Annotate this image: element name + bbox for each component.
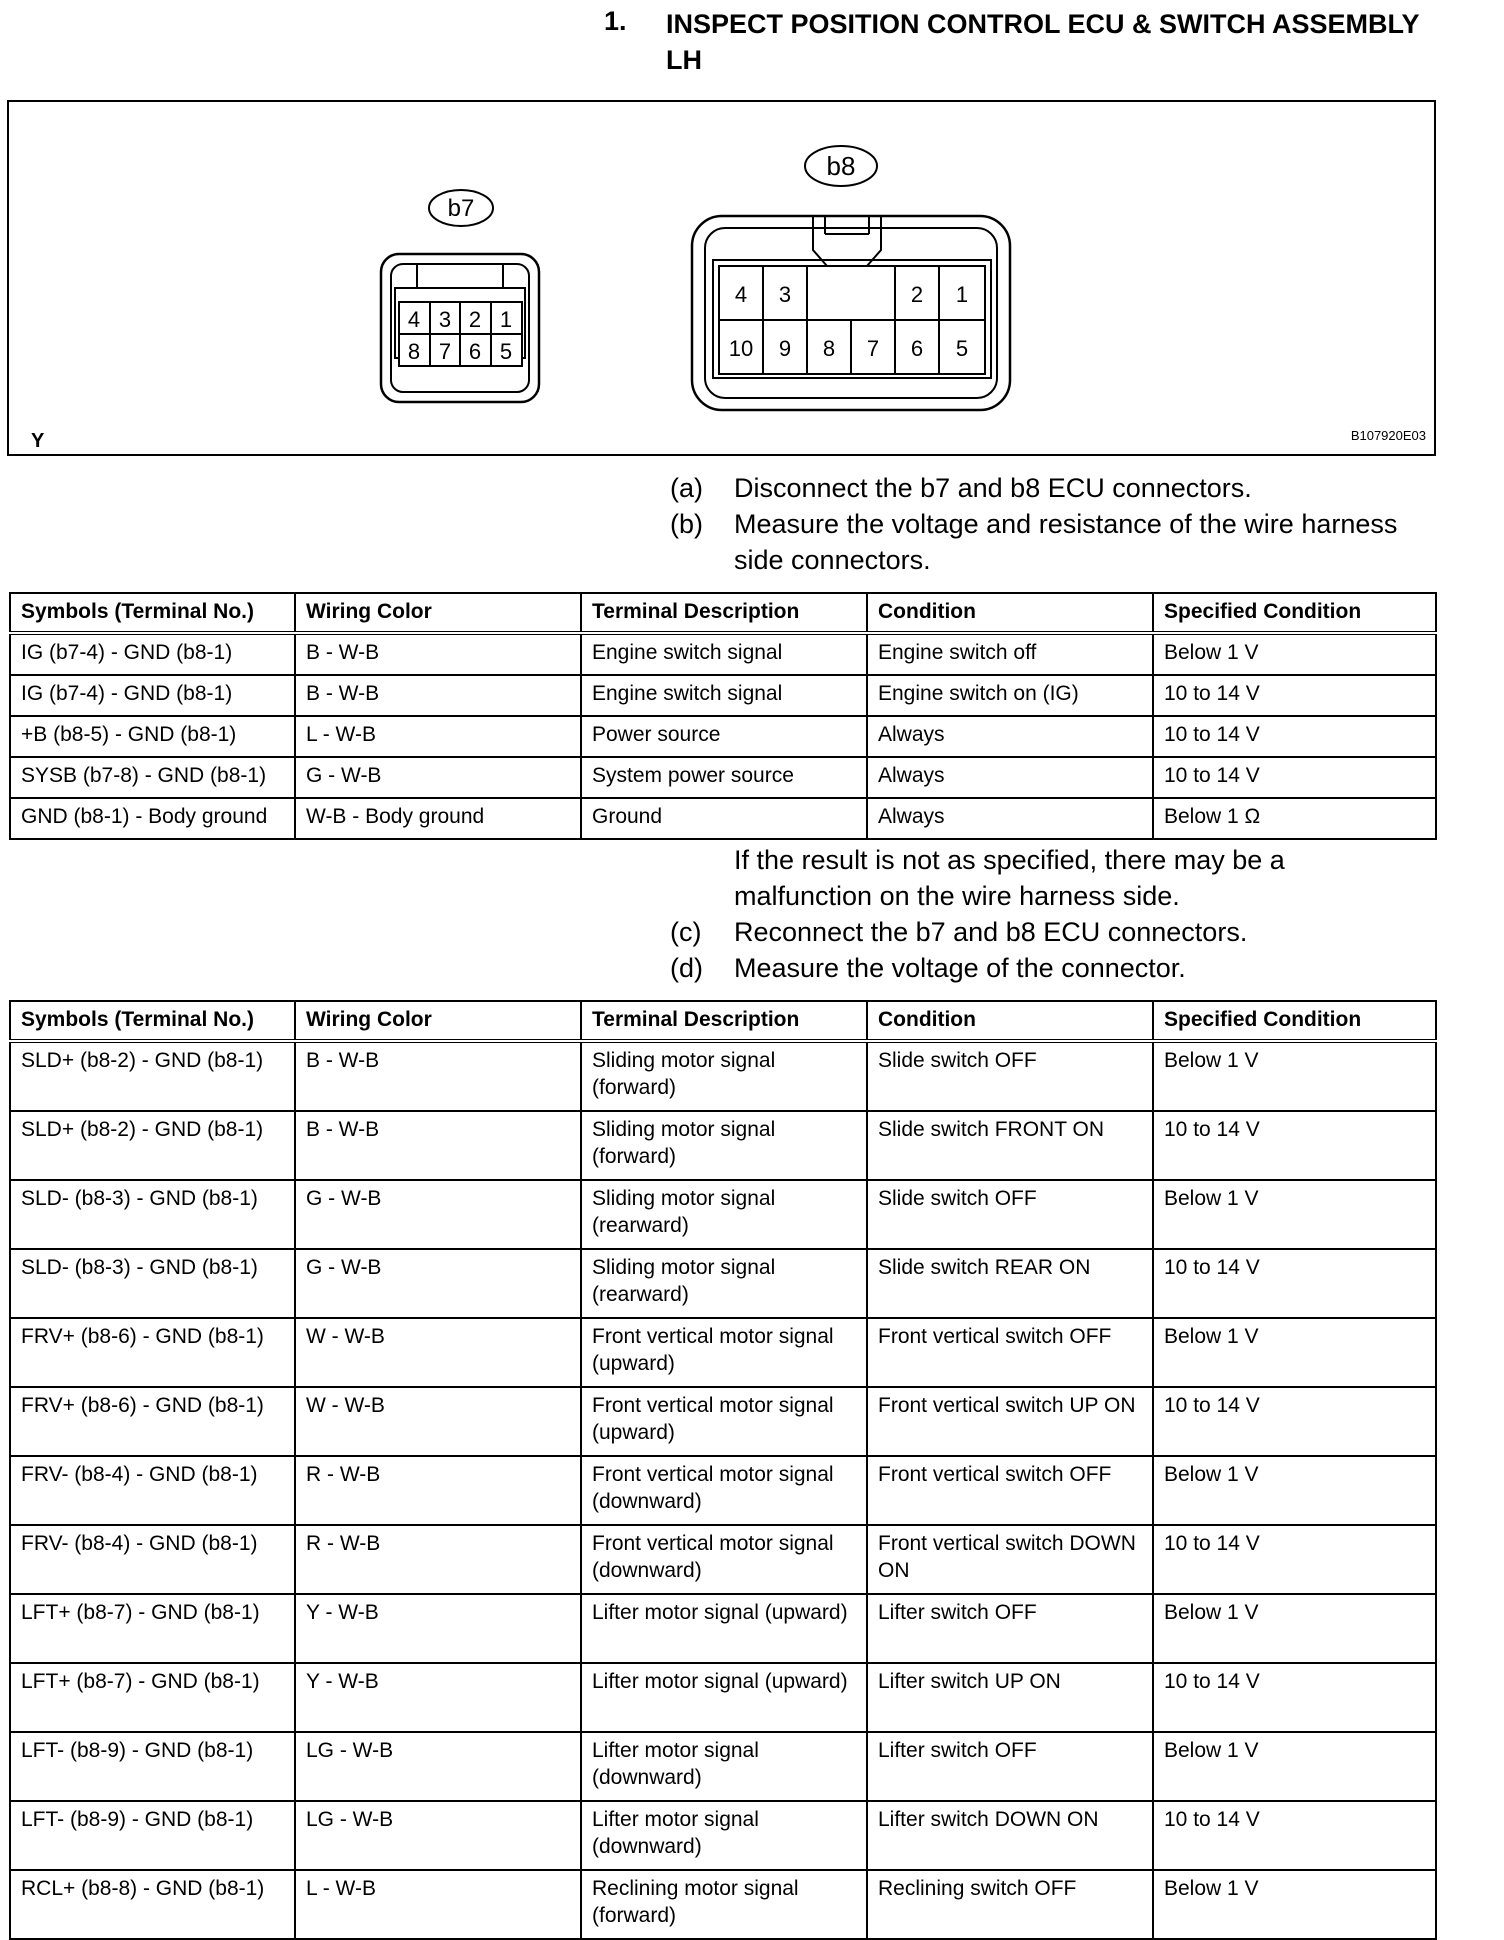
table-cell: W - W-B bbox=[295, 1318, 581, 1387]
b7-pin: 2 bbox=[468, 307, 482, 332]
step-text: Measure the voltage and resistance of the wire harness side connectors. bbox=[734, 509, 1398, 575]
table-row bbox=[10, 1180, 1436, 1249]
table-cell: Lifter motor signal (upward) bbox=[581, 1594, 867, 1663]
table-cell: 10 to 14 V bbox=[1153, 1663, 1436, 1732]
table-cell: Ground bbox=[581, 798, 867, 839]
table-cell: Slide switch REAR ON bbox=[867, 1249, 1153, 1318]
table-cell: 10 to 14 V bbox=[1153, 716, 1436, 757]
connector-b7-label: b7 bbox=[447, 195, 475, 222]
figure-corner-label: Y bbox=[31, 430, 45, 452]
step-text: Disconnect the b7 and b8 ECU connectors. bbox=[734, 473, 1252, 503]
table-cell: L - W-B bbox=[295, 716, 581, 757]
connector-voltage-table bbox=[9, 1000, 1437, 1940]
table-cell: SLD+ (b8-2) - GND (b8-1) bbox=[10, 1041, 295, 1111]
table-row bbox=[10, 1387, 1436, 1456]
header-cell: Wiring Color bbox=[295, 1001, 581, 1041]
table-cell: Below 1 V bbox=[1153, 1732, 1436, 1801]
table-cell: Lifter motor signal (downward) bbox=[581, 1732, 867, 1801]
table-cell: +B (b8-5) - GND (b8-1) bbox=[10, 716, 295, 757]
table-cell: Slide switch FRONT ON bbox=[867, 1111, 1153, 1180]
table-cell: R - W-B bbox=[295, 1525, 581, 1594]
header-cell: Symbols (Terminal No.) bbox=[10, 593, 295, 633]
table-cell: Reclining switch OFF bbox=[867, 1870, 1153, 1939]
table-cell: Always bbox=[867, 757, 1153, 798]
table-cell: G - W-B bbox=[295, 1180, 581, 1249]
b8-pin: 8 bbox=[822, 336, 836, 361]
table-cell: Front vertical motor signal (downward) bbox=[581, 1525, 867, 1594]
connector-diagram bbox=[9, 102, 1434, 454]
table-row bbox=[10, 716, 1436, 757]
table-cell: Y - W-B bbox=[295, 1663, 581, 1732]
table-cell: Y - W-B bbox=[295, 1594, 581, 1663]
table-row bbox=[10, 1111, 1436, 1180]
table-row bbox=[10, 1249, 1436, 1318]
table-row bbox=[10, 1456, 1436, 1525]
connector-figure bbox=[7, 100, 1436, 456]
table-row bbox=[10, 675, 1436, 716]
b8-pin: 1 bbox=[955, 282, 969, 307]
connector-b8 bbox=[692, 146, 1010, 410]
connector-b8-latch bbox=[813, 216, 881, 266]
table-cell: Front vertical switch OFF bbox=[867, 1456, 1153, 1525]
step-label: (d) bbox=[670, 953, 703, 983]
table-cell: B - W-B bbox=[295, 633, 581, 675]
table-cell: Lifter motor signal (upward) bbox=[581, 1663, 867, 1732]
figure-code: B107920E03 bbox=[1350, 428, 1426, 443]
step-label: (a) bbox=[670, 473, 703, 503]
header-cell: Wiring Color bbox=[295, 593, 581, 633]
table-cell: Sliding motor signal (forward) bbox=[581, 1111, 867, 1180]
table-cell: Lifter switch DOWN ON bbox=[867, 1801, 1153, 1870]
table-cell: Front vertical switch OFF bbox=[867, 1318, 1153, 1387]
table-cell: R - W-B bbox=[295, 1456, 581, 1525]
b8-pin: 4 bbox=[734, 282, 748, 307]
table-cell: 10 to 14 V bbox=[1153, 1249, 1436, 1318]
table-cell: Slide switch OFF bbox=[867, 1041, 1153, 1111]
table-cell: Engine switch signal bbox=[581, 633, 867, 675]
table-cell: 10 to 14 V bbox=[1153, 1525, 1436, 1594]
b8-pin: 9 bbox=[778, 336, 792, 361]
table-cell: Below 1 V bbox=[1153, 1318, 1436, 1387]
table-cell: FRV+ (b8-6) - GND (b8-1) bbox=[10, 1318, 295, 1387]
step-label: (c) bbox=[670, 917, 702, 947]
table-cell: 10 to 14 V bbox=[1153, 1111, 1436, 1180]
connector-b8-label: b8 bbox=[826, 151, 856, 181]
table-row bbox=[10, 1594, 1436, 1663]
table-row bbox=[10, 1801, 1436, 1870]
table-row bbox=[10, 1663, 1436, 1732]
table-cell: G - W-B bbox=[295, 1249, 581, 1318]
step-text: Reconnect the b7 and b8 ECU connectors. bbox=[734, 917, 1248, 947]
table-row bbox=[10, 1041, 1436, 1111]
b7-pin: 5 bbox=[499, 339, 513, 364]
section-title: INSPECT POSITION CONTROL ECU & SWITCH ASSEMBLY LH bbox=[666, 9, 1420, 75]
table-header-row bbox=[10, 593, 1436, 633]
table-row bbox=[10, 757, 1436, 798]
table-cell: Front vertical switch UP ON bbox=[867, 1387, 1153, 1456]
step-text: Measure the voltage of the connector. bbox=[734, 953, 1186, 983]
table-cell: L - W-B bbox=[295, 1870, 581, 1939]
table-cell: FRV- (b8-4) - GND (b8-1) bbox=[10, 1525, 295, 1594]
header-cell: Terminal Description bbox=[581, 593, 867, 633]
b7-pin: 1 bbox=[499, 307, 513, 332]
b7-pin: 4 bbox=[407, 307, 421, 332]
table-cell: FRV- (b8-4) - GND (b8-1) bbox=[10, 1456, 295, 1525]
table-cell: Below 1 V bbox=[1153, 633, 1436, 675]
section-number: 1. bbox=[604, 6, 627, 36]
table-row bbox=[10, 1525, 1436, 1594]
table-cell: Below 1 V bbox=[1153, 1041, 1436, 1111]
table-cell: RCL+ (b8-8) - GND (b8-1) bbox=[10, 1870, 295, 1939]
table-cell: SLD- (b8-3) - GND (b8-1) bbox=[10, 1249, 295, 1318]
table-cell: Always bbox=[867, 716, 1153, 757]
table-cell: B - W-B bbox=[295, 675, 581, 716]
b8-pin: 2 bbox=[910, 282, 924, 307]
table-row bbox=[10, 1870, 1436, 1939]
connector-b7-key bbox=[417, 264, 503, 288]
table-cell: LFT+ (b8-7) - GND (b8-1) bbox=[10, 1594, 295, 1663]
table-header-row bbox=[10, 1001, 1436, 1041]
table-cell: G - W-B bbox=[295, 757, 581, 798]
b8-pin: 7 bbox=[866, 336, 880, 361]
table-cell: SYSB (b7-8) - GND (b8-1) bbox=[10, 757, 295, 798]
table-cell: LG - W-B bbox=[295, 1732, 581, 1801]
table-cell: B - W-B bbox=[295, 1041, 581, 1111]
table-cell: W-B - Body ground bbox=[295, 798, 581, 839]
table-cell: Front vertical motor signal (upward) bbox=[581, 1318, 867, 1387]
table-cell: GND (b8-1) - Body ground bbox=[10, 798, 295, 839]
header-cell: Symbols (Terminal No.) bbox=[10, 1001, 295, 1041]
b8-pin: 6 bbox=[910, 336, 924, 361]
table-cell: Sliding motor signal (rearward) bbox=[581, 1249, 867, 1318]
table-cell: LG - W-B bbox=[295, 1801, 581, 1870]
table-cell: Engine switch on (IG) bbox=[867, 675, 1153, 716]
table-cell: FRV+ (b8-6) - GND (b8-1) bbox=[10, 1387, 295, 1456]
header-cell: Specified Condition bbox=[1153, 593, 1436, 633]
header-cell: Specified Condition bbox=[1153, 1001, 1436, 1041]
table-cell: Below 1 V bbox=[1153, 1456, 1436, 1525]
table-cell: Sliding motor signal (forward) bbox=[581, 1041, 867, 1111]
header-cell: Condition bbox=[867, 1001, 1153, 1041]
header-cell: Terminal Description bbox=[581, 1001, 867, 1041]
table-cell: 10 to 14 V bbox=[1153, 1801, 1436, 1870]
b8-pin: 5 bbox=[955, 336, 969, 361]
b8-pin: 3 bbox=[778, 282, 792, 307]
step-label: (b) bbox=[670, 509, 703, 539]
table-cell: Reclining motor signal (forward) bbox=[581, 1870, 867, 1939]
steps-ab bbox=[670, 470, 1470, 578]
table-cell: Lifter switch OFF bbox=[867, 1732, 1153, 1801]
table-cell: LFT- (b8-9) - GND (b8-1) bbox=[10, 1732, 295, 1801]
table-cell: B - W-B bbox=[295, 1111, 581, 1180]
table-cell: SLD+ (b8-2) - GND (b8-1) bbox=[10, 1111, 295, 1180]
table-row bbox=[10, 1318, 1436, 1387]
table-cell: 10 to 14 V bbox=[1153, 1387, 1436, 1456]
table-cell: 10 to 14 V bbox=[1153, 675, 1436, 716]
table-cell: System power source bbox=[581, 757, 867, 798]
table-row bbox=[10, 633, 1436, 675]
table-cell: LFT+ (b8-7) - GND (b8-1) bbox=[10, 1663, 295, 1732]
voltage-resistance-table bbox=[9, 592, 1437, 840]
header-cell: Condition bbox=[867, 593, 1153, 633]
table-cell: Always bbox=[867, 798, 1153, 839]
table-cell: Below 1 Ω bbox=[1153, 798, 1436, 839]
table-cell: Front vertical motor signal (upward) bbox=[581, 1387, 867, 1456]
table-cell: Engine switch off bbox=[867, 633, 1153, 675]
table-cell: Lifter motor signal (downward) bbox=[581, 1801, 867, 1870]
table-cell: Slide switch OFF bbox=[867, 1180, 1153, 1249]
b7-pin: 3 bbox=[438, 307, 452, 332]
table-cell: Front vertical switch DOWN ON bbox=[867, 1525, 1153, 1594]
table-cell: Sliding motor signal (rearward) bbox=[581, 1180, 867, 1249]
table-cell: Front vertical motor signal (downward) bbox=[581, 1456, 867, 1525]
table-cell: Below 1 V bbox=[1153, 1594, 1436, 1663]
b7-pin: 6 bbox=[468, 339, 482, 364]
table-cell: W - W-B bbox=[295, 1387, 581, 1456]
table-cell: Engine switch signal bbox=[581, 675, 867, 716]
table-row bbox=[10, 798, 1436, 839]
table-cell: Below 1 V bbox=[1153, 1180, 1436, 1249]
table-cell: 10 to 14 V bbox=[1153, 757, 1436, 798]
table-cell: Power source bbox=[581, 716, 867, 757]
table-cell: Lifter switch UP ON bbox=[867, 1663, 1153, 1732]
table-cell: IG (b7-4) - GND (b8-1) bbox=[10, 633, 295, 675]
b8-pin: 10 bbox=[728, 336, 754, 361]
table-cell: Below 1 V bbox=[1153, 1870, 1436, 1939]
result-note: If the result is not as specified, there may be a malfunction on the wire harness side. bbox=[734, 845, 1285, 911]
table-cell: LFT- (b8-9) - GND (b8-1) bbox=[10, 1801, 295, 1870]
table-cell: IG (b7-4) - GND (b8-1) bbox=[10, 675, 295, 716]
table-cell: Lifter switch OFF bbox=[867, 1594, 1153, 1663]
table-cell: SLD- (b8-3) - GND (b8-1) bbox=[10, 1180, 295, 1249]
b7-pin: 8 bbox=[407, 339, 421, 364]
b7-pin: 7 bbox=[438, 339, 452, 364]
steps-cd bbox=[670, 842, 1470, 992]
table-row bbox=[10, 1732, 1436, 1801]
